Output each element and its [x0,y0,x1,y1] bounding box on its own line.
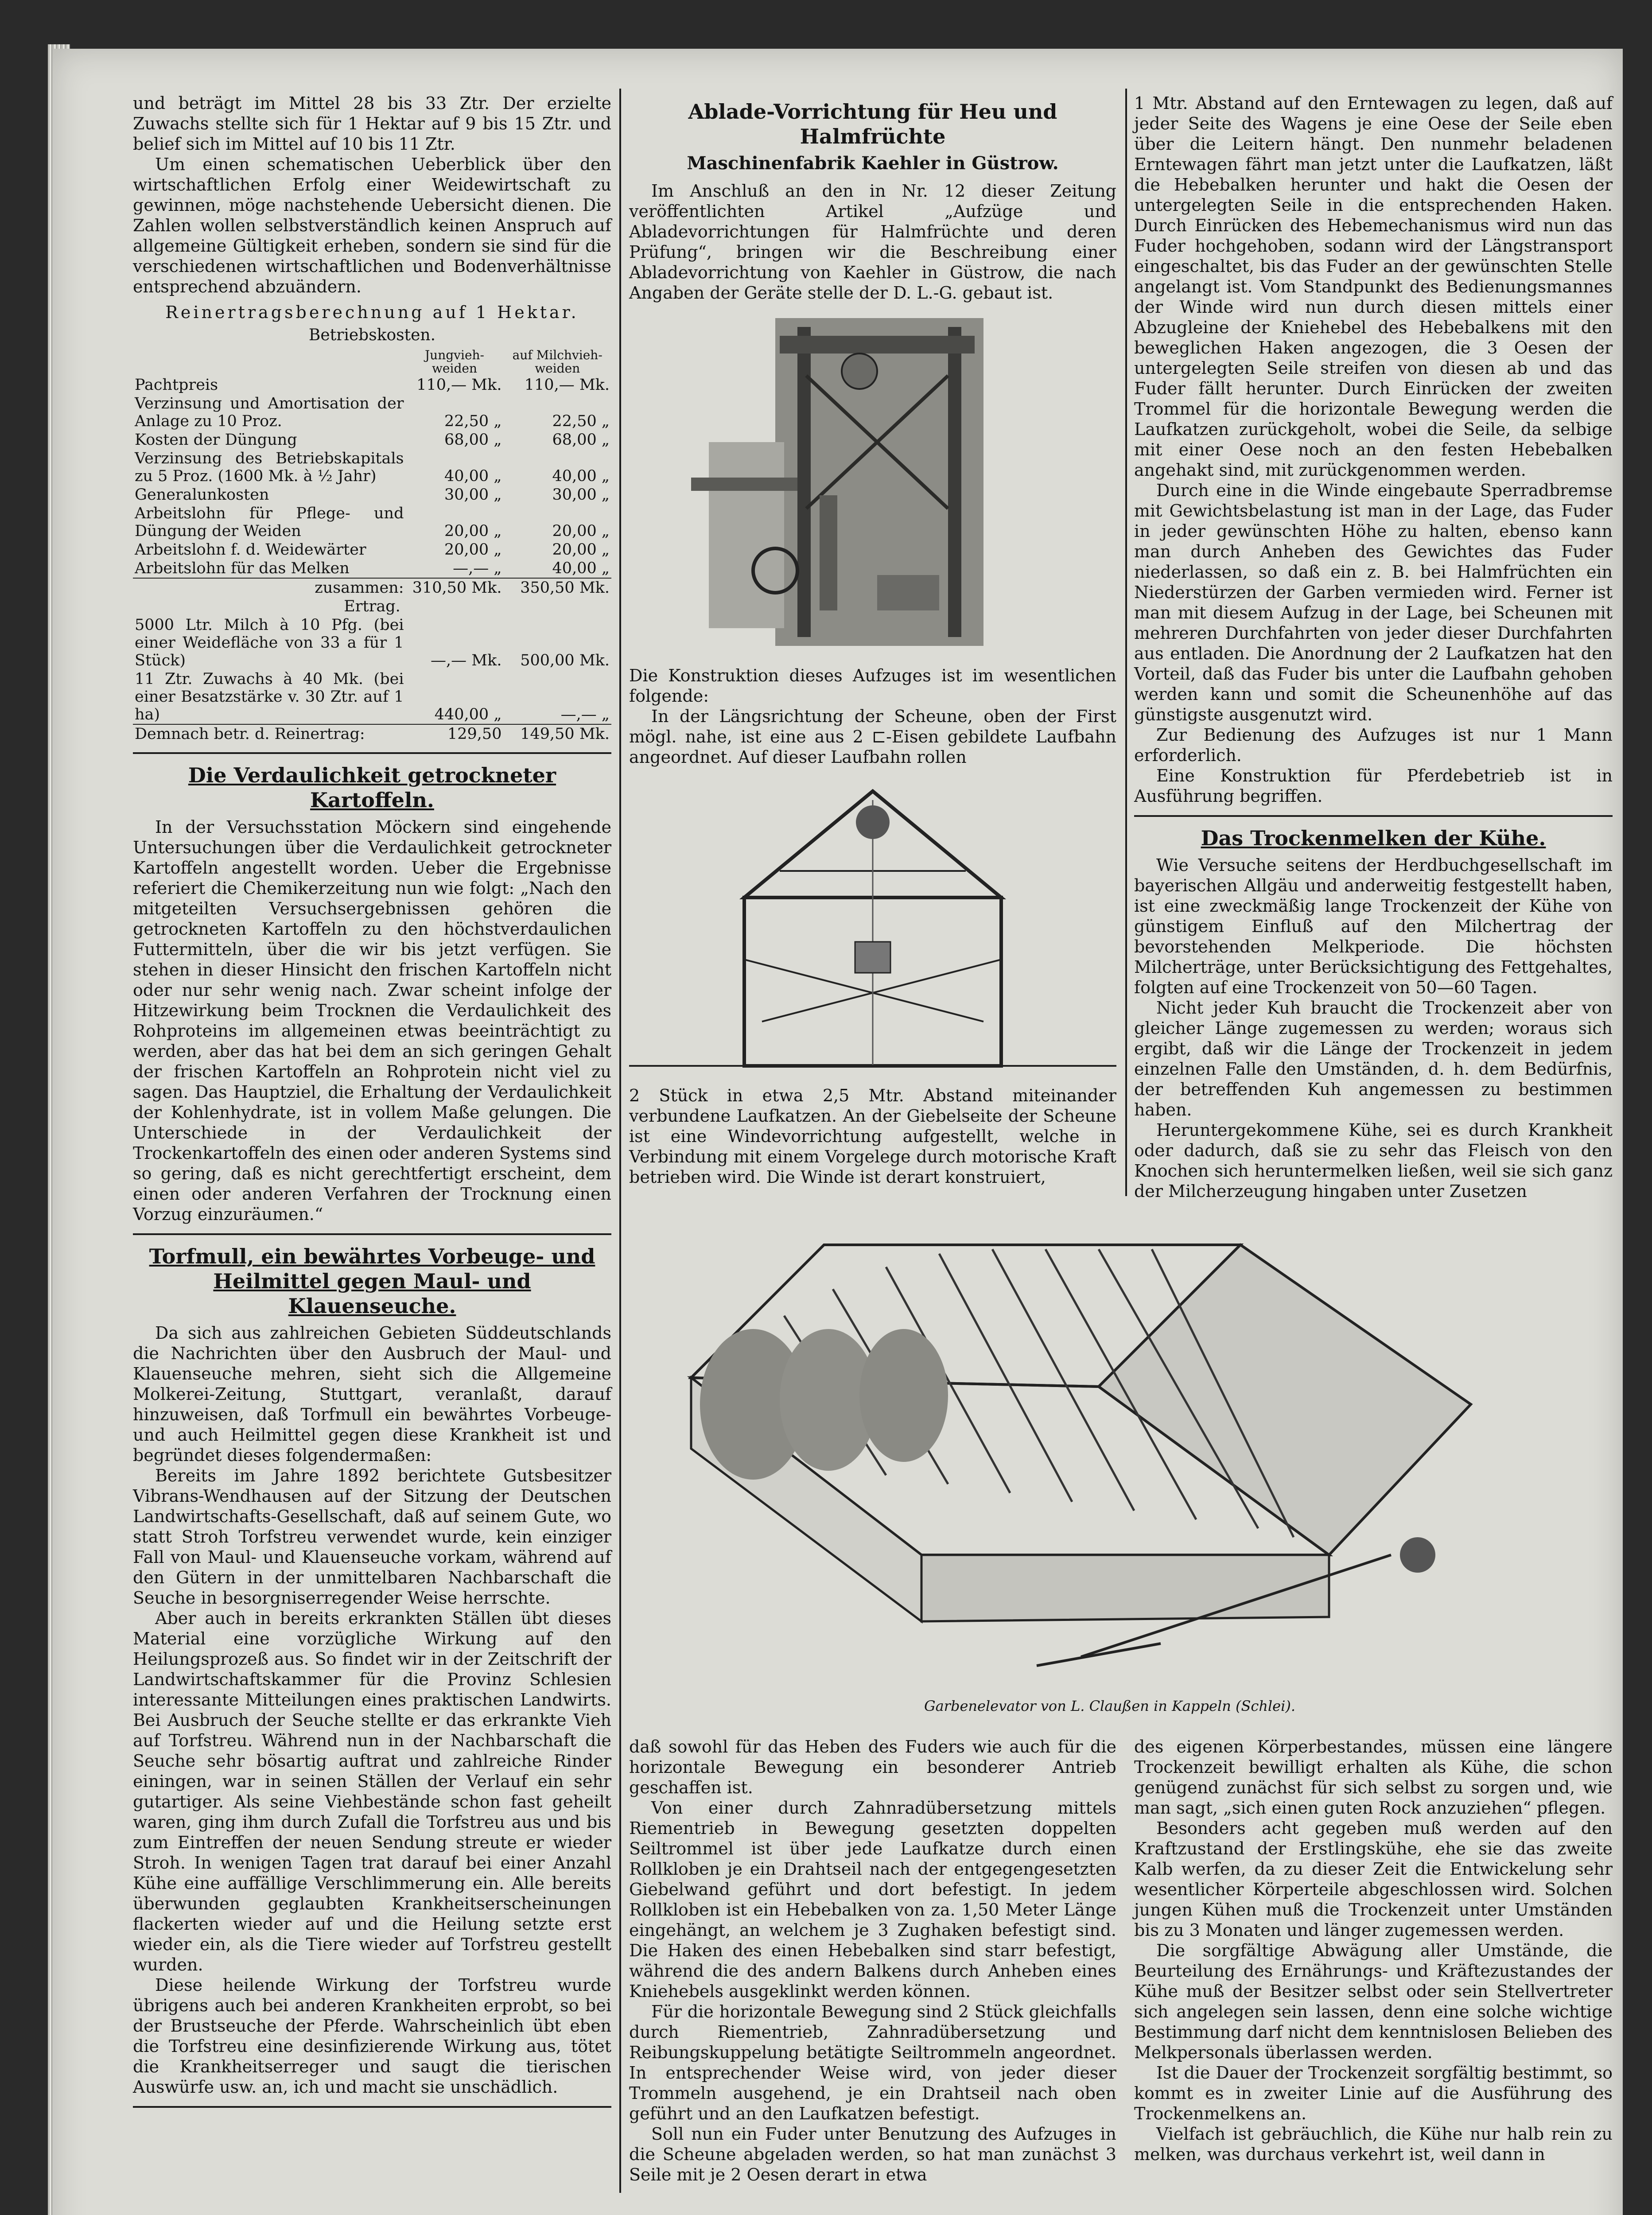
paragraph: Vielfach ist gebräuchlich, die Kühe nur halb rein zu melken, was durchaus verkehrt ist, weil dann in [1134,2124,1613,2164]
table-row: Arbeitslohn f. d. Weidewärter 20,00 „ 20,00 „ [135,541,610,559]
table-row: Kosten der Düngung 68,00 „ 68,00 „ [135,431,610,449]
paragraph: Da sich aus zahlreichen Gebieten Süddeutschlands die Nachrichten über den Ausbruch der Maul- und Klauenseuche mehren, sieht sich die Allgemeine Molkerei-Zeitung, Stuttgart, veranlaßt, darauf hinzuweisen, daß Torfmull ein bewährtes Vorbeuge- und auch Heilmittel gegen diese Krankheit ist und begründet dieses folgendermaßen: [133,1323,611,1465]
paragraph: In der Versuchsstation Möckern sind eingehende Untersuchungen über die Verdaulichkeit getrockneter Kartoffeln angestellt worden. Ueber die Ergebnisse referiert die Chemikerzeitung nun wie folgt: „Nach den mitgeteilten Versuchsergebnissen gehören die getrockneten Kartoffeln zu den höchstverdaulichen Futtermitteln, über die wir bis jetzt verfügen. Sie stehen in dieser Hinsicht den frischen Kartoffeln nicht oder nur sehr wenig nach. Zwar scheint infolge der Hitzewirkung beim Trocknen die Verdaulichkeit des Rohproteins im allgemeinen etwas beeinträchtigt zu werden, aber das hat bei dem an sich geringen Gehalt der frischen Kartoffeln an Rohprotein nicht viel zu sagen. Das Hauptziel, die Erhaltung der Verdaulichkeit der Kohlenhydrate, ist in vollem Maße gelungen. Die Unterschiede in der Verdaulichkeit der Trockenkartoffeln des einen oder anderen Systems sind so gering, daß es nicht gerechtfertigt erscheint, dem einen oder anderen Verfahren der Trocknung einen Vorzug einzuräumen.“ [133,817,611,1224]
paragraph: Im Anschluß an den in Nr. 12 dieser Zeitung veröffentlichten Artikel „Aufzüge und Abladevorrichtungen für Halmfrüchte und deren Prüfung“, bringen wir die Beschreibung einer Abladevorrichtung von Kaehler in Güstrow, die nach Angaben der Geräte stelle der D. L.-G. gebaut ist. [629,181,1116,303]
table-row: Arbeitslohn für Pflege- und Düngung der Weiden 20,00 „ 20,00 „ [135,505,610,540]
paragraph: 1 Mtr. Abstand auf den Erntewagen zu legen, daß auf jeder Seite des Wagens je eine Oese der Seile eben über die Leitern hängt. Den nunmehr beladenen Erntewagen fährt man jetzt unter die Laufkatzen, läßt die Hebebalken herunter und hakt die Oesen der untergelegten Seile in die entsprechenden Haken. Durch Einrücken des Hebemechanismus wird nun das Fuder hochgehoben, sodann wird der Längstransport eingeschaltet, bis das Fuder an der gewünschten Stelle angelangt ist. Vom Standpunkt des Bedienungsmannes der Winde wird nun durch diesen mittels einer Abzugleine der Kniehebel des Hebebalkens mit den beweglichen Haken angezogen, die 3 Oesen der untergelegten Seile streifen von diesen ab und das Fuder fällt herunter. Durch Einrücken der zweiten Trommel für die horizontale Bewegung werden die Laufkatzen zurückgeholt, wobei die Seile, da selbige mit einer Oese noch an den festen Hebebalken angehakt sind, mit zurückgenommen werden. [1134,93,1613,480]
sum-row: zusammen: 310,50 Mk. 350,50 Mk. [133,578,611,597]
garbenelevator-figure [638,1218,1582,1721]
net-row: Demnach betr. d. Reinertrag: 129,50 149,50 Mk. [133,724,611,743]
paragraph: Von einer durch Zahnradübersetzung mittels Riementrieb in Bewegung gesetzten doppelten Seiltrommel ist über jede Laufkatze durch einen Rollkloben je ein Drahtseil nach der entgegengesetzten Giebelwand geführt und dort befestigt. In jedem Rollkloben ist ein Hebebalken von za. 1,50 Meter Länge eingehängt, an welchem je 3 Zughaken befestigt sind. Die Haken des einen Hebebalken sind starr befestigt, während die des andern Balkens durch Anheben eines Kniehebels ausgeklinkt werden können. [629,1798,1116,2001]
yield-title: Ertrag. [344,598,400,615]
table-row: Verzinsung des Betriebskapitals zu 5 Proz. (1600 Mk. à ½ Jahr) 40,00 „ 40,00 „ [135,450,610,485]
column-header: Jungvieh-weiden [424,348,485,376]
table-row: Arbeitslohn für das Melken —,— „ 40,00 „ [135,560,610,577]
article-title: Die Verdaulichkeit getrockneter Kartoffeln. [188,763,556,812]
divider [1134,815,1613,817]
paragraph: Die sorgfältige Abwägung aller Umstände, die Beurteilung des Ernährungs- und Kräftezustandes der Kühe muß der Besitzer selbst oder sein Stellvertreter sich angelegen sein lassen, denn eine solche wichtige Bestimmung darf nicht dem kenntnislosen Belieben des Melkpersonals überlassen werden. [1134,1941,1613,2062]
barn-elevator-illustration [638,1218,1582,1692]
table-row: Generalunkosten 30,00 „ 30,00 „ [135,486,610,504]
paragraph: Ist die Dauer der Trockenzeit sorgfältig bestimmt, so kommt es in zweiter Linie auf die Ausführung des Trockenmelkens an. [1134,2063,1613,2123]
paragraph: Besonders acht gegeben muß werden auf den Kraftzustand der Erstlingskühe, ehe sie das zweite Kalb werfen, da zu dieser Zeit die Entwickelung sehr wesentlicher Körperteile abgeschlossen wird. Solchen jungen Kühen muß die Trockenzeit unter Umständen bis zu 3 Monaten und länger zugemessen werden. [1134,1819,1613,1940]
table-row: Pachtpreis 110,— Mk. 110,— Mk. [135,376,610,394]
column-rule-right [1125,89,1127,1196]
divider [133,1233,611,1235]
paragraph: Zur Bedienung des Aufzuges ist nur 1 Mann erforderlich. [1134,725,1613,765]
paragraph: Bereits im Jahre 1892 berichtete Gutsbesitzer Vibrans-Wendhausen auf der Sitzung der Deutschen Landwirtschafts-Gesellschaft, daß auf seinem Gute, wo statt Stroh Torfstreu verwendet wurde, kein einziger Fall von Maul- und Klauenseuche vorkam, während auf den Gütern in der unmittelbaren Nachbarschaft die Seuche in besorgniserregender Weise herrschte. [133,1466,611,1608]
column-rule-left [619,89,621,2193]
column-1 [133,93,611,2117]
paragraph: 2 Stück in etwa 2,5 Mtr. Abstand miteinander verbundene Laufkatzen. An der Giebelseite der Scheune ist eine Windevorrichtung aufgestellt, welche in Verbindung mit einem Vorgelege durch motorische Kraft betrieben wird. Die Winde ist derart konstruiert, [629,1086,1116,1187]
paragraph: In der Längsrichtung der Scheune, oben der First mögl. nahe, ist eine aus 2 ⊏-Eisen gebildete Laufbahn angeordnet. Auf dieser Laufbahn rollen [629,707,1116,767]
column-2-lower [629,1737,1116,2185]
paragraph: Durch eine in die Winde eingebaute Sperradbremse mit Gewichtsbelastung ist man in der Lage, das Fuder in jeder gewünschten Höhe zu halten, ebenso kann man durch Anheben des Gewichtes das Fuder niederlassen, so daß ein z. B. bei Halmfrüchten ein Niederstürzen der Garben vermieden wird. Ferner ist man mit diesem Aufzug in der Lage, bei Scheunen mit mehreren Durchfahrten von jeder dieser Durchfahrten aus entladen. Die Anordnung der 2 Laufkatzen hat den Vorteil, daß das Fuder bis unter die Laufbahn gehoben werden kann und somit die Scheunenhöhe auf das günstigste ausgenutzt wird. [1134,481,1613,724]
paragraph: Die Konstruktion dieses Aufzuges ist im wesentlichen folgende: [629,666,1116,706]
table-row: 11 Ztr. Zuwachs à 40 Mk. (bei einer Besatzstärke v. 30 Ztr. auf 1 ha) 440,00 „ —,— „ [135,670,610,723]
paragraph: Aber auch in bereits erkrankten Ställen übt dieses Material eine vorzügliche Wirkung auf den Heilungsprozeß aus. So findet wir in der Zeitschrift der Landwirtschaftskammer für die Provinz Schlesien interessante Mitteilungen eines praktischen Landwirts. Bei Ausbruch der Seuche stellte er das erkrankte Vieh auf Torfstreu. Während nun in der Nachbarschaft die Seuche sehr bösartig auftrat und zahlreiche Rinder einingen, war in seinen Ställen der Verlauf ein sehr gutartiger. Als seine Viehbestände schon fast geheilt waren, ging ihm durch Zufall die Torfstreu aus und bis zum Eintreffen der neuen Sendung streute er wieder Stroh. In wenigen Tagen trat darauf bei einer Anzahl Kühe eine auffällige Verschlimmerung ein. Alle bereits überwunden geglaubten Krankheitserscheinungen flackerten wieder auf und die Heilung setzte erst wieder ein, als die Tiere wieder auf Torfstreu gestellt wurden. [133,1609,611,1974]
table-row: Verzinsung und Amortisation der Anlage zu 10 Proz. 22,50 „ 22,50 „ [135,395,610,430]
divider [133,2106,611,2108]
hoist-illustration [629,309,1116,655]
paragraph: Diese heilende Wirkung der Torfstreu wurde übrigens auch bei anderen Krankheiten erprobt, so bei der Brustseuche der Pferde. Wahrscheinlich übt eben die Torfstreu eine desinfizierende Wirkung aus, tötet die Krankheitserreger und saugt die tierischen Auswürfe usw. an, ich und macht sie unschädlich. [133,1975,611,2097]
paragraph: Eine Konstruktion für Pferdebetrieb ist in Ausführung begriffen. [1134,766,1613,806]
barn-section-drawing [629,773,1116,1079]
article-title: Das Trockenmelken der Kühe. [1201,826,1546,850]
column-header: auf Milchvieh-weiden [512,348,602,376]
article-title: Ablade-Vorrichtung für Heu und Halmfrüchte [688,100,1057,148]
paragraph: Nicht jeder Kuh braucht die Trockenzeit aber von gleicher Länge zugemessen zu werden; woraus sich ergibt, daß wir die Länge der Trockenzeit in jedem einzelnen Falle den Umständen, d. h. dem Bedürfnis, der betreffenden Kuh angemessen zu bestimmen haben. [1134,998,1613,1119]
table-row: 5000 Ltr. Milch à 10 Pfg. (bei einer Weidefläche von 33 a für 1 Stück) —,— Mk. 500,00 Mk. [135,616,610,669]
column-3-lower [1134,1737,1613,2164]
divider [133,752,611,754]
paragraph: und beträgt im Mittel 28 bis 33 Ztr. Der erzielte Zuwachs stellte sich für 1 Hektar auf 9 bis 15 Ztr. und belief sich im Mittel auf 10 bis 11 Ztr. [133,93,611,154]
paragraph: Um einen schematischen Ueberblick über den wirtschaftlichen Erfolg einer Weidewirtschaft zu gewinnen, möge nachstehende Uebersicht dienen. Die Zahlen wollen selbstverständlich keinen Anspruch auf allgemeine Gültigkeit erheben, sondern sie sind für die verschiedenen wirtschaftlichen und Bodenverhältnisse entsprechend abzuändern. [133,155,611,296]
yield-table [133,348,611,743]
hoist-photo [629,309,1116,659]
paragraph: Wie Versuche seitens der Herdbuchgesellschaft im bayerischen Allgäu und anderweitig festgestellt haben, ist eine zweckmäßig lange Trockenzeit der Kühe von günstigem Einfluß auf den Milchertrag der bevorstehenden Melkperiode. Die höchsten Milcherträge, unter Berücksichtigung des Fettgehaltes, folgten auf eine Trockenzeit von 50—60 Tagen. [1134,855,1613,997]
table-title: Reinertragsberechnung auf 1 Hektar. [165,303,579,322]
column-2 [629,93,1116,1187]
article-subtitle: Maschinenfabrik Kaehler in Güstrow. [687,153,1059,174]
article-title: Torfmull, ein bewährtes Vorbeuge- und Heilmittel gegen Maul- und Klauenseuche. [149,1244,595,1318]
paragraph: Soll nun ein Fuder unter Benutzung des Aufzuges in die Scheune abgeladen werden, so hat man zunächst 3 Seile mit je 2 Oesen derart in etwa [629,2124,1116,2184]
paragraph: Für die horizontale Bewegung sind 2 Stück gleichfalls durch Riementrieb, Zahnradübersetzung und Reibungskuppelung betätigte Seiltrommeln angeordnet. In entsprechender Weise wird, von jeder dieser Trommeln ausgehend, je ein Drahtseil nach oben geführt und an den Laufkatzen befestigt. [629,2002,1116,2123]
paragraph: daß sowohl für das Heben des Fuders wie auch für die horizontale Bewegung ein besonderer Antrieb geschaffen ist. [629,1737,1116,1797]
figure-caption: Garbenelevator von L. Claußen in Kappeln (Schlei). [924,1698,1295,1714]
table-subtitle: Betriebskosten. [308,326,436,344]
barn-cross-section-illustration [629,773,1116,1075]
paragraph: des eigenen Körperbestandes, müssen eine längere Trockenzeit bewilligt erhalten als Kühe, die schon genügend zunächst für sich selbst zu sorgen und, wie man sagt, „sich einen guten Rock anzuziehen“ pflegen. [1134,1737,1613,1818]
paragraph: Heruntergekommene Kühe, sei es durch Krankheit oder dadurch, daß sie zu sehr das Fleisch von den Knochen sich heruntermelken ließen, weil sie sich ganz der Milcherzeugung hingaben unter Zusetzen [1134,1120,1613,1201]
column-3 [1134,93,1613,1201]
